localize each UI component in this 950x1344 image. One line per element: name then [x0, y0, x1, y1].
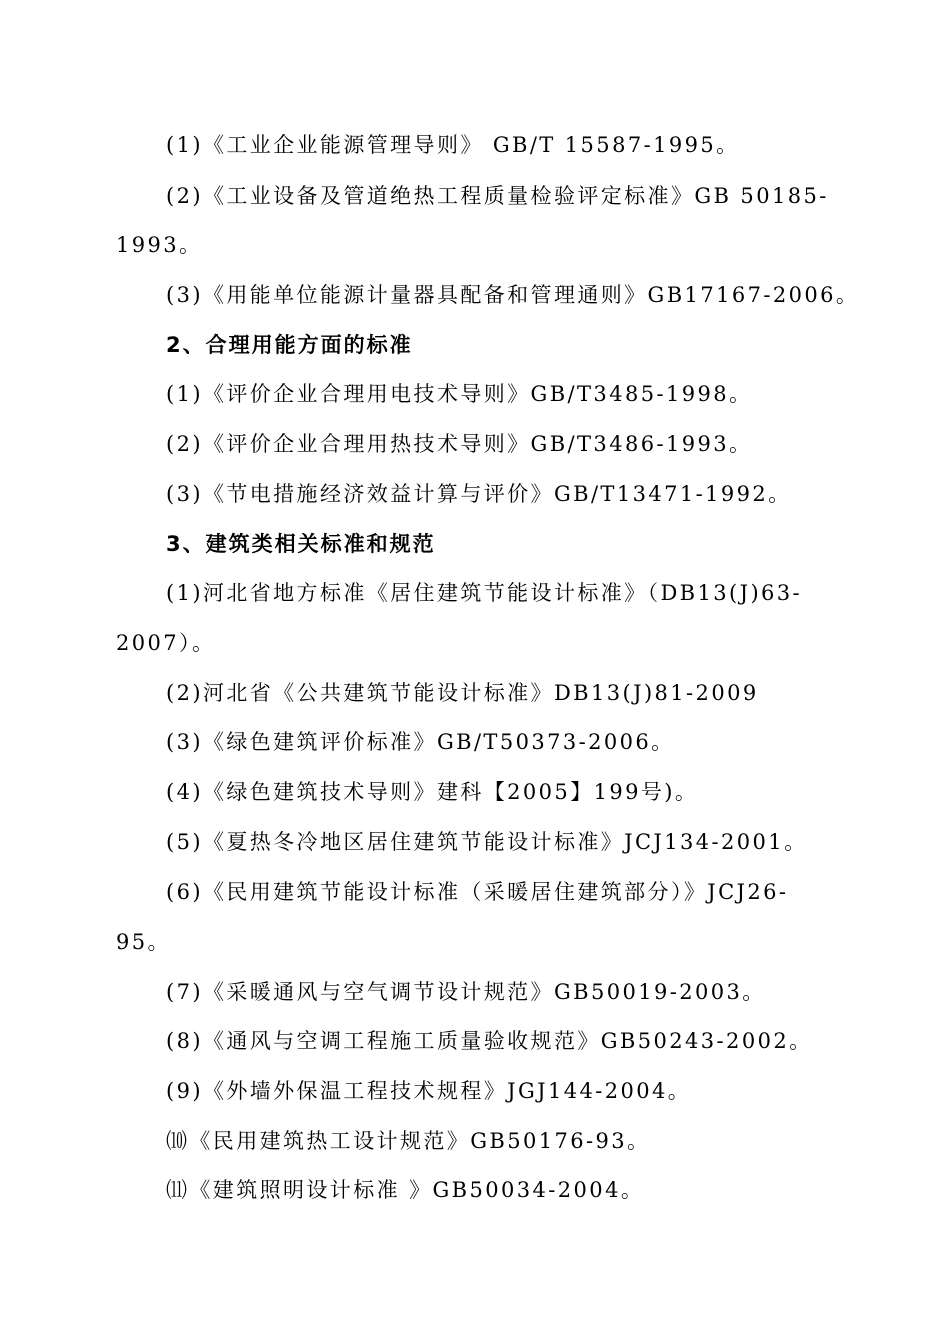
building-item-9: (9)《外墙外保温工程技术规程》JGJ144-2004。 [166, 1079, 692, 1103]
energy-use-item-1: (1)《评价企业合理用电技术导则》GB/T3485-1998。 [166, 382, 753, 406]
section-heading-2: 2、合理用能方面的标准 [166, 333, 413, 357]
standard-item-3: (3)《用能单位能源计量器具配备和管理通则》GB17167-2006。 [166, 283, 860, 307]
building-item-3: (3)《绿色建筑评价标准》GB/T50373-2006。 [166, 730, 675, 754]
standard-item-2: (2)《工业设备及管道绝热工程质量检验评定标准》GB 50185- [166, 184, 829, 208]
building-item-10: ⑽《民用建筑热工设计规范》GB50176-93。 [166, 1129, 651, 1153]
building-item-6: (6)《民用建筑节能设计标准（采暖居住建筑部分）》JCJ26- [166, 880, 789, 904]
building-item-1-continued: 2007）。 [116, 631, 216, 655]
building-item-6-continued: 95。 [116, 930, 171, 954]
energy-use-item-3: (3)《节电措施经济效益计算与评价》GB/T13471-1992。 [166, 482, 792, 506]
building-item-1: (1)河北省地方标准《居住建筑节能设计标准》（DB13(J)63- [166, 581, 803, 605]
standard-item-2-continued: 1993。 [116, 233, 203, 257]
energy-use-item-2: (2)《评价企业合理用热技术导则》GB/T3486-1993。 [166, 432, 753, 456]
building-item-2: (2)河北省《公共建筑节能设计标准》DB13(J)81-2009 [166, 681, 759, 705]
section-heading-3: 3、建筑类相关标准和规范 [166, 532, 436, 556]
building-item-5: (5)《夏热冬冷地区居住建筑节能设计标准》JCJ134-2001。 [166, 830, 808, 854]
building-item-11: ⑾《建筑照明设计标准 》GB50034-2004。 [166, 1178, 645, 1202]
building-item-8: (8)《通风与空调工程施工质量验收规范》GB50243-2002。 [166, 1029, 813, 1053]
standard-item-1: (1)《工业企业能源管理导则》 GB/T 15587-1995。 [166, 133, 740, 157]
building-item-7: (7)《采暖通风与空气调节设计规范》GB50019-2003。 [166, 980, 766, 1004]
building-item-4: (4)《绿色建筑技术导则》建科【2005】199号)。 [166, 780, 699, 804]
